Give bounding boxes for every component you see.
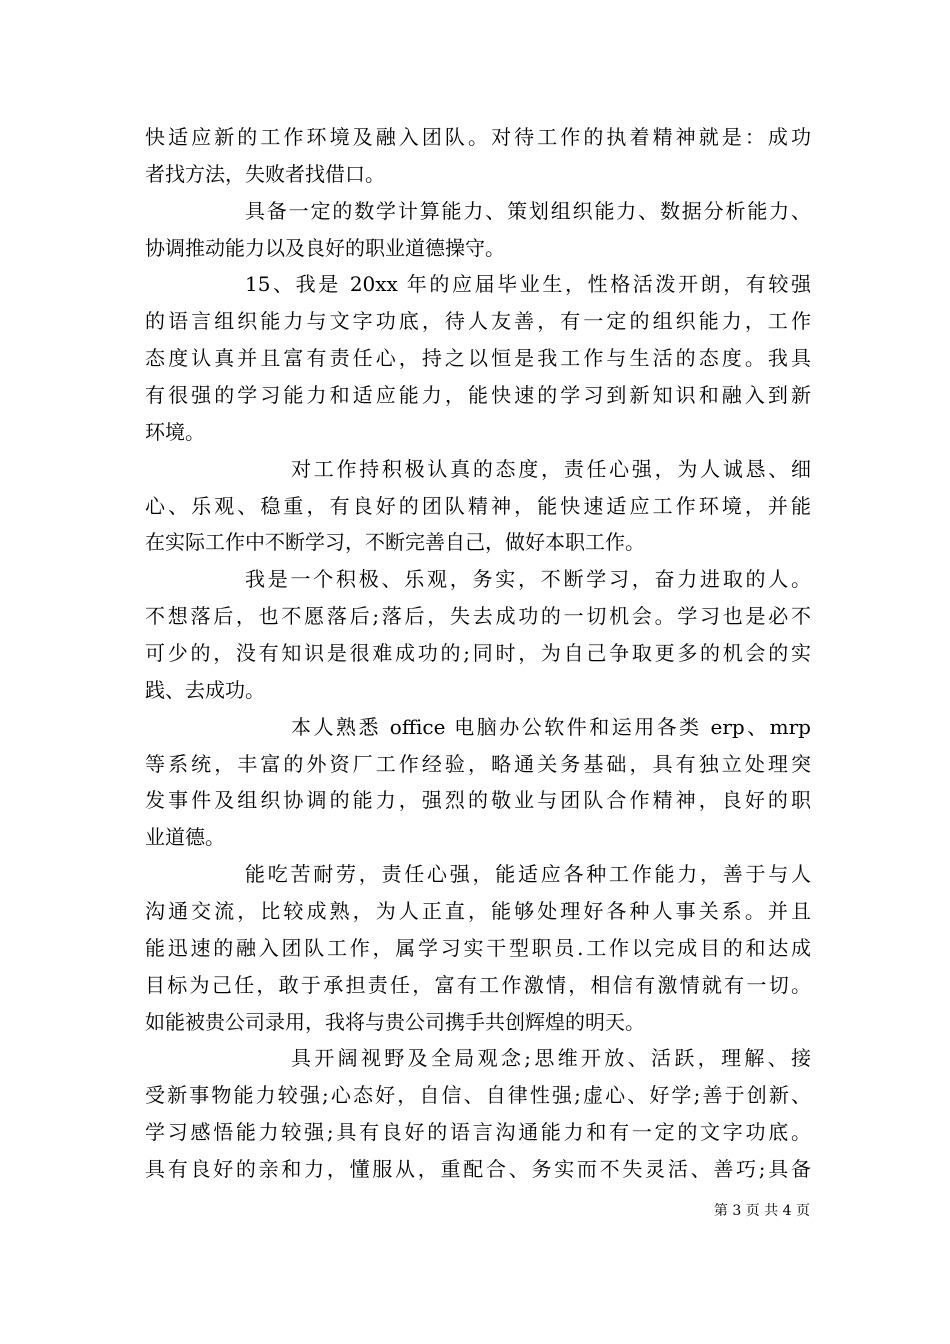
text-line: 沟通交流，比较成熟，为人正直，能够处理好各种人事关系。并且 <box>145 899 811 924</box>
text-line: 环境。 <box>145 419 205 444</box>
text-line: 发事件及组织协调的能力，强烈的敬业与团队合作精神，良好的职 <box>145 788 811 813</box>
text-line: 协调推动能力以及良好的职业道德操守。 <box>145 235 505 260</box>
text-line: 受新事物能力较强;心态好，自信、自律性强;虚心、好学;善于创新、 <box>145 1083 811 1108</box>
text-line: 者找方法，失败者找借口。 <box>145 161 385 186</box>
text-line: 目标为己任，敢于承担责任，富有工作激情，相信有激情就有一切。 <box>145 972 811 997</box>
text-line: 在实际工作中不断学习，不断完善自己，做好本职工作。 <box>145 530 645 555</box>
text-line: 如能被贵公司录用，我将与贵公司携手共创辉煌的明天。 <box>145 1009 645 1034</box>
paragraph <box>145 1040 811 1187</box>
text-line: 能迅速的融入团队工作，属学习实干型职员.工作以完成目的和达成 <box>145 935 811 960</box>
text-line: 等系统，丰富的外资厂工作经验，略通关务基础，具有独立处理突 <box>145 751 811 776</box>
text-line: 心、乐观、稳重，有良好的团队精神，能快速适应工作环境，并能 <box>145 493 811 518</box>
text-line: 践、去成功。 <box>145 677 265 702</box>
text-line: 可少的，没有知识是很难成功的;同时，为自己争取更多的机会的实 <box>145 641 811 666</box>
text-line: 对工作持积极认真的态度，责任心强，为人诚恳、细 <box>291 456 811 481</box>
text-line: 态度认真并且富有责任心，持之以恒是我工作与生活的态度。我具 <box>145 346 811 371</box>
paragraph <box>145 119 811 193</box>
document-body <box>145 119 811 1188</box>
text-line: 我是一个积极、乐观，务实，不断学习，奋力进取的人。 <box>245 567 811 592</box>
text-line: 业道德。 <box>145 825 225 850</box>
text-line: 15、我是 20xx 年的应届毕业生，性格活泼开朗，有较强 <box>245 272 811 297</box>
text-line: 具备一定的数学计算能力、策划组织能力、数据分析能力、 <box>245 198 811 223</box>
text-line: 本人熟悉 office 电脑办公软件和运用各类 erp、mrp <box>291 714 811 739</box>
text-line: 具开阔视野及全局观念;思维开放、活跃，理解、接 <box>291 1046 811 1071</box>
text-line: 有很强的学习能力和适应能力，能快速的学习到新知识和融入到新 <box>145 383 811 408</box>
paragraph <box>145 856 811 1040</box>
paragraph <box>145 193 811 267</box>
paragraph <box>145 266 811 450</box>
paragraph <box>145 709 811 856</box>
text-line: 学习感悟能力较强;具有良好的语言沟通能力和有一定的文字功底。 <box>145 1120 811 1145</box>
paragraph <box>145 451 811 562</box>
text-line: 的语言组织能力与文字功底，待人友善，有一定的组织能力，工作 <box>145 309 811 334</box>
page-number-footer: 第 3 页 共 4 页 <box>713 1203 810 1219</box>
text-line: 快适应新的工作环境及融入团队。对待工作的执着精神就是：成功 <box>145 125 811 149</box>
paragraph <box>145 561 811 708</box>
text-line: 不想落后，也不愿落后;落后，失去成功的一切机会。学习也是必不 <box>145 604 811 629</box>
text-line: 具有良好的亲和力，懂服从，重配合、务实而不失灵活、善巧;具备 <box>145 1157 811 1182</box>
text-line: 能吃苦耐劳，责任心强，能适应各种工作能力，善于与人 <box>245 862 811 887</box>
